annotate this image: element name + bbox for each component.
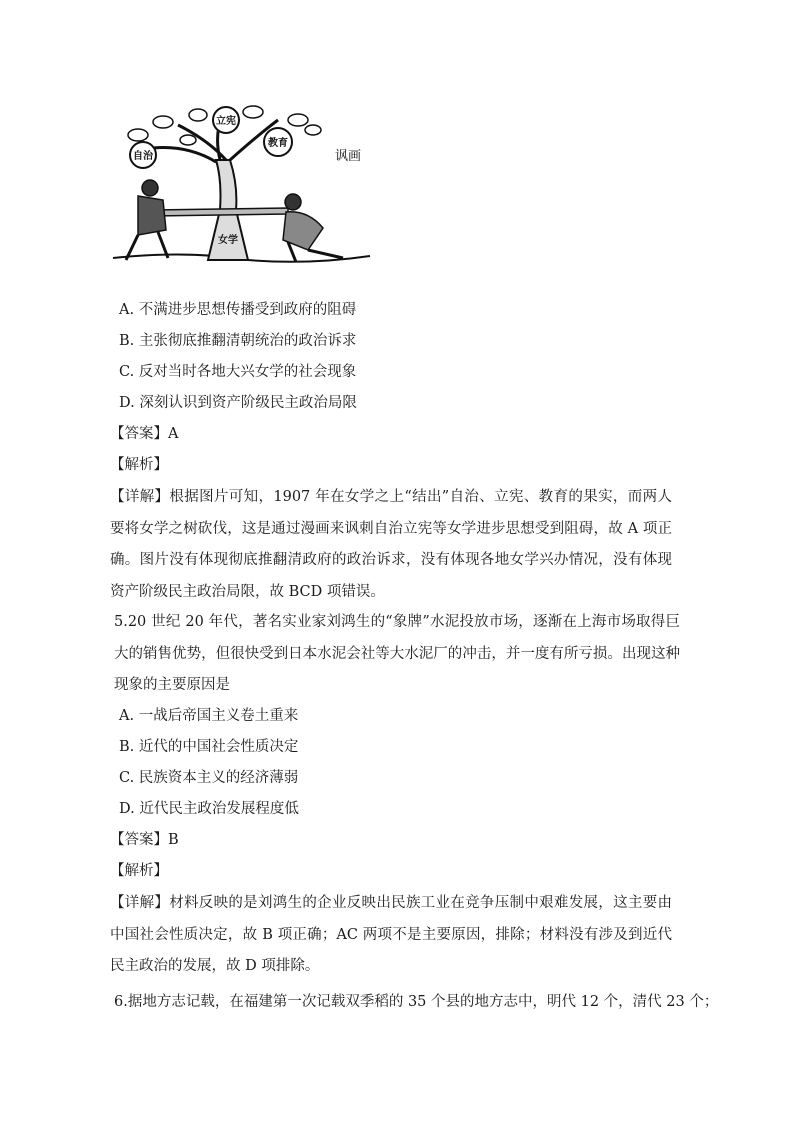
q5-answer: 【答案】B <box>110 832 179 848</box>
cartoon-label-left: 自治 <box>133 151 153 162</box>
cartoon-label-trunk: 女学 <box>218 235 238 246</box>
q4-option-a: A. 不满进步思想传播受到政府的阻碍 <box>119 302 357 318</box>
q5-option-a: A. 一战后帝国主义卷土重来 <box>119 708 299 724</box>
q5-detail: 【详解】材料反映的是刘鸿生的企业反映出民族工业在竞争压制中艰难发展，这主要由中国社会性质决定，故 B 项正确；AC 两项不是主要原因，排除；材料没有涉及到近代民主政治的发展，故 D 项排除。 <box>110 895 672 974</box>
q4-detail: 【详解】根据图片可知，1907 年在女学之上“结出”自治、立宪、教育的果实，而两人要将女学之树砍伐，这是通过漫画来讽刺自治立宪等女学进步思想受到阻碍，故 A 项正确。图片没有体现彻底推翻清政府的政治诉求，没有体现各地女学兴办情况，没有体现资产阶级民主政治局限，故 BCD 项错误。 <box>110 489 672 600</box>
q4-answer: 【答案】A <box>110 426 179 442</box>
q5-option-d: D. 近代民主政治发展程度低 <box>119 801 299 817</box>
q4-analysis-label: 【解析】 <box>110 457 168 473</box>
cartoon-label-top: 立宪 <box>216 116 236 127</box>
q5-option-c: C. 民族资本主义的经济薄弱 <box>119 770 299 786</box>
q5-option-b: B. 近代的中国社会性质决定 <box>119 739 299 755</box>
cartoon-caption: 讽画 <box>334 149 362 164</box>
cartoon-left-figure <box>126 180 168 260</box>
cartoon-right-figure <box>283 194 343 262</box>
q4-option-b: B. 主张彻底推翻清朝统治的政治诉求 <box>119 333 357 349</box>
cartoon-label-right: 教育 <box>268 138 288 149</box>
q4-option-d: D. 深刻认识到资产阶级民主政治局限 <box>119 395 357 411</box>
satirical-cartoon-image <box>108 100 378 270</box>
q6-stem: 6.据地方志记载，在福建第一次记载双季稻的 35 个县的地方志中，明代 12 个，清代 23 个； <box>114 994 719 1010</box>
cartoon-saw <box>153 208 288 216</box>
q4-option-c: C. 反对当时各地大兴女学的社会现象 <box>119 364 357 380</box>
q5-analysis-label: 【解析】 <box>110 863 168 879</box>
q5-stem: 5.20 世纪 20 年代，著名实业家刘鸿生的“象牌”水泥投放市场，逐渐在上海市场取得巨大的销售优势，但很快受到日本水泥会社等大水泥厂的冲击，并一度有所亏损。出现这种现象的主要原因是 <box>114 614 680 693</box>
